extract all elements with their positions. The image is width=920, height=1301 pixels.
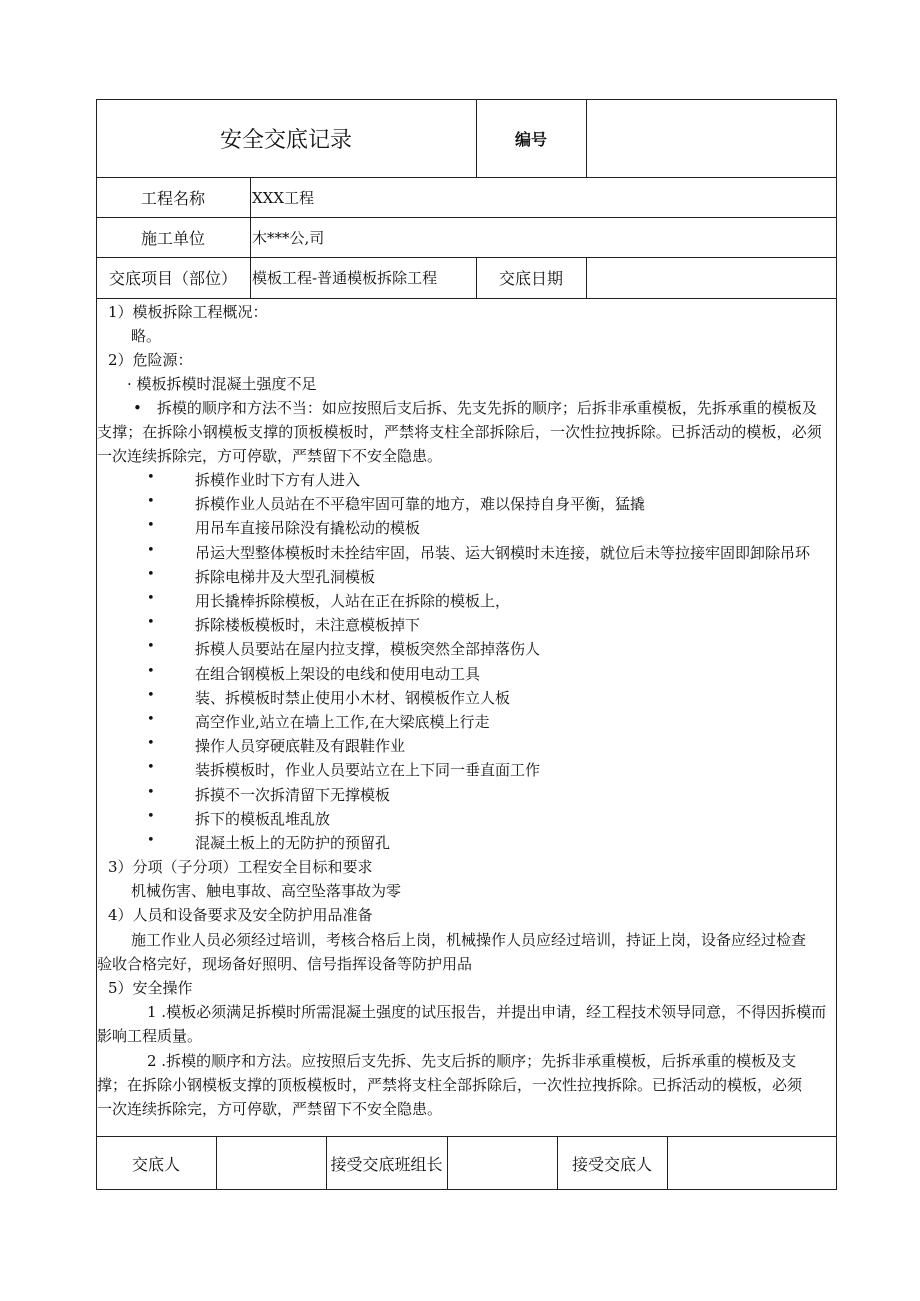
bullet-icon: • [147,663,155,679]
body-line: • 拆模的顺序和方法不当：如应按照后支后拆、先支先拆的顺序；后拆非承重模板，先拆承重的模板及 [133,399,817,417]
bullet-icon: • [147,736,155,752]
hazard-item: 拆模作业人员站在不平稳牢固可靠的地方，难以保持自身平衡，猛撬 [195,495,646,514]
bullet-icon: • [147,470,155,485]
body-line: 3）分项（子分项）工程安全目标和要求 [108,858,373,876]
body-line: 撑；在拆除小钢模板支撑的顶板模板时，严禁将支柱全部拆除后，一次性拉拽拆除。已拆活动的模板，必须 [97,1075,803,1094]
body-line: 一次连续拆除完，方可停歇，严禁留下不安全隐患。 [97,1100,443,1118]
project-name-label: 工程名称 [140,188,205,208]
document-title: 安全交底记录 [219,127,352,153]
bullet-icon: • [147,687,155,703]
hazard-item: 拆模作业时下方有人进入 [195,471,361,489]
bullet-icon: • [147,760,155,776]
hazard-item: 用长撬棒拆除模板，人站在正在拆除的模板上， [195,592,511,610]
bullet-icon: • [147,494,155,510]
bullet-icon: • [147,566,155,582]
receiver-label: 接受交底人 [571,1154,652,1174]
body-line: 一次连续拆除完，方可停歇，严禁留下不安全隐患。 [97,447,443,465]
bullet-icon: • [147,712,155,727]
body-line: 1）模板拆除工程概况： [108,303,268,321]
hazard-item: 拆模人员要站在屋内拉支撑，模板突然全部掉落伤人 [195,640,541,659]
date-label: 交底日期 [498,269,563,288]
number-label: 编号 [514,129,547,149]
body-line: 4）人员和设备要求及安全防护用品准备 [108,906,373,925]
body-line: 影响工程质量。 [97,1027,203,1046]
receiver-field[interactable] [667,1136,836,1190]
hazard-item: 拆除电梯井及大型孔洞模板 [195,567,376,586]
body-line: 1 .模板必须满足拆模时所需混凝土强度的试压报告，并提出申请，经工程技术领导同意，不得因拆模而 [147,1003,827,1022]
bullet-icon: • [147,615,155,631]
body-line: 2）危险源： [108,351,193,369]
body-line: 机械伤害、触电事故、高空坠落事故为零 [131,882,402,901]
bullet-icon: • [147,833,155,848]
date-field[interactable] [586,257,836,298]
discloser-label: 交底人 [131,1154,180,1174]
hazard-item: 拆除楼板模板时，未注意模板掉下 [195,616,421,635]
unit-value: 木***公,司 [252,228,325,247]
discloser-field[interactable] [216,1136,326,1190]
body-line: 5）安全操作 [108,979,193,997]
body-line: 略。 [131,327,162,345]
body-line: 施工作业人员必须经过培训，考核合格后上岗，机械操作人员应经过培训，持证上岗，设备应经过检查 [131,930,807,949]
bullet-icon: • [147,639,155,655]
bullet-icon: • [147,542,155,558]
hazard-item: 装拆模板时，作业人员要站立在上下同一垂直面工作 [195,761,541,780]
item-value: 模板工程-普通模板拆除工程 [252,269,438,287]
hazard-item: 拆下的模板乱堆乱放 [195,809,331,828]
team-leader-label: 接受交底班组长 [330,1154,443,1174]
project-name-value: XXX工程 [252,188,315,207]
bullet-icon: • [147,518,155,534]
hazard-item: 混凝土板上的无防护的预留孔 [195,834,391,852]
hazard-item: 在组合钢模板上架设的电线和使用电动工具 [195,664,481,683]
hazard-item: 装、拆模板时禁止使用小木材、钢模板作立人板 [195,688,511,707]
body-line: 2 .拆模的顺序和方法。应按照后支先拆、先支后拆的顺序；先拆非承重模板，后拆承重的模板及支 [147,1051,797,1070]
hazard-item: 吊运大型整体模板时未拴结牢固，吊装、运大钢模时未连接，就位后未等拉接牢固即卸除吊环 [195,543,811,562]
body-line: 支撑；在拆除小钢模板支撑的顶板模板时，严禁将支柱全部拆除后，一次性拉拽拆除。已拆活动的模板，必须 [97,423,822,441]
bullet-icon: • [147,591,155,606]
hazard-item: 拆摸不一次拆清留下无撑模板 [195,785,391,804]
hazard-item: 操作人员穿硬底鞋及有跟鞋作业 [195,737,406,756]
team-leader-field[interactable] [447,1136,557,1190]
body-line: · 模板拆模时混凝土强度不足 [127,375,317,393]
hazard-item: 高空作业,站立在墙上工作,在大梁底模上行走 [195,713,490,731]
item-label: 交底项目（部位） [108,269,237,288]
bullet-icon: • [147,808,155,824]
bullet-icon: • [147,784,155,800]
body-line: 验收合格完好，现场备好照明、信号指挥设备等防护用品 [97,954,473,973]
hazard-item: 用吊车直接吊除没有撬松动的模板 [195,519,421,538]
number-field[interactable] [586,99,836,177]
unit-label: 施工单位 [140,228,205,248]
